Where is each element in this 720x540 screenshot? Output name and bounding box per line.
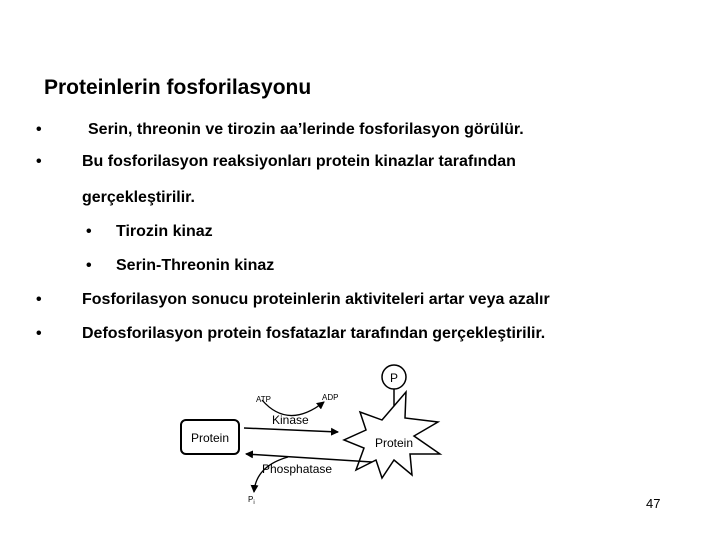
bullet-marker: • <box>36 291 42 308</box>
phosphorylation-diagram <box>176 360 446 505</box>
phosphatase-arrow <box>246 454 372 462</box>
page-number: 47 <box>646 496 661 511</box>
sub-bullet-text-2: Serin-Threonin kinaz <box>116 257 275 274</box>
bullet-text-1: Serin, threonin ve tirozin aa’lerinde fosforilasyon görülür. <box>88 121 524 138</box>
slide-title: Proteinlerin fosforilasyonu <box>44 76 312 99</box>
bullet-marker: • <box>36 153 42 170</box>
phosphorylated-protein-star <box>344 392 440 478</box>
bullet-text-2: Bu fosforilasyon reaksiyonları protein kinazlar tarafından <box>82 153 516 170</box>
adp-label: ADP <box>322 393 339 402</box>
protein-label: Protein <box>374 436 414 450</box>
sub-bullet-text-1: Tirozin kinaz <box>116 223 213 240</box>
protein-label: Protein <box>190 431 230 445</box>
bullet-marker: • <box>36 121 42 138</box>
phosphatase-label: Phosphatase <box>262 462 333 476</box>
pi-label: $P_i$ <box>248 495 255 505</box>
bullet-text-4: Defosforilasyon protein fosfatazlar tarafından gerçekleştirilir. <box>82 325 546 342</box>
kinase-label: Kinase <box>272 413 309 427</box>
bullet-text-2-continued: gerçekleştirilir. <box>82 189 195 206</box>
sub-bullet-marker: • <box>86 257 92 274</box>
atp-label: ATP <box>256 395 271 404</box>
sub-bullet-marker: • <box>86 223 92 240</box>
bullet-text-3: Fosforilasyon sonucu proteinlerin aktiviteleri artar veya azalır <box>82 291 550 308</box>
phosphate-label: P <box>389 371 399 385</box>
bullet-marker: • <box>36 325 42 342</box>
kinase-arrow <box>244 428 338 432</box>
